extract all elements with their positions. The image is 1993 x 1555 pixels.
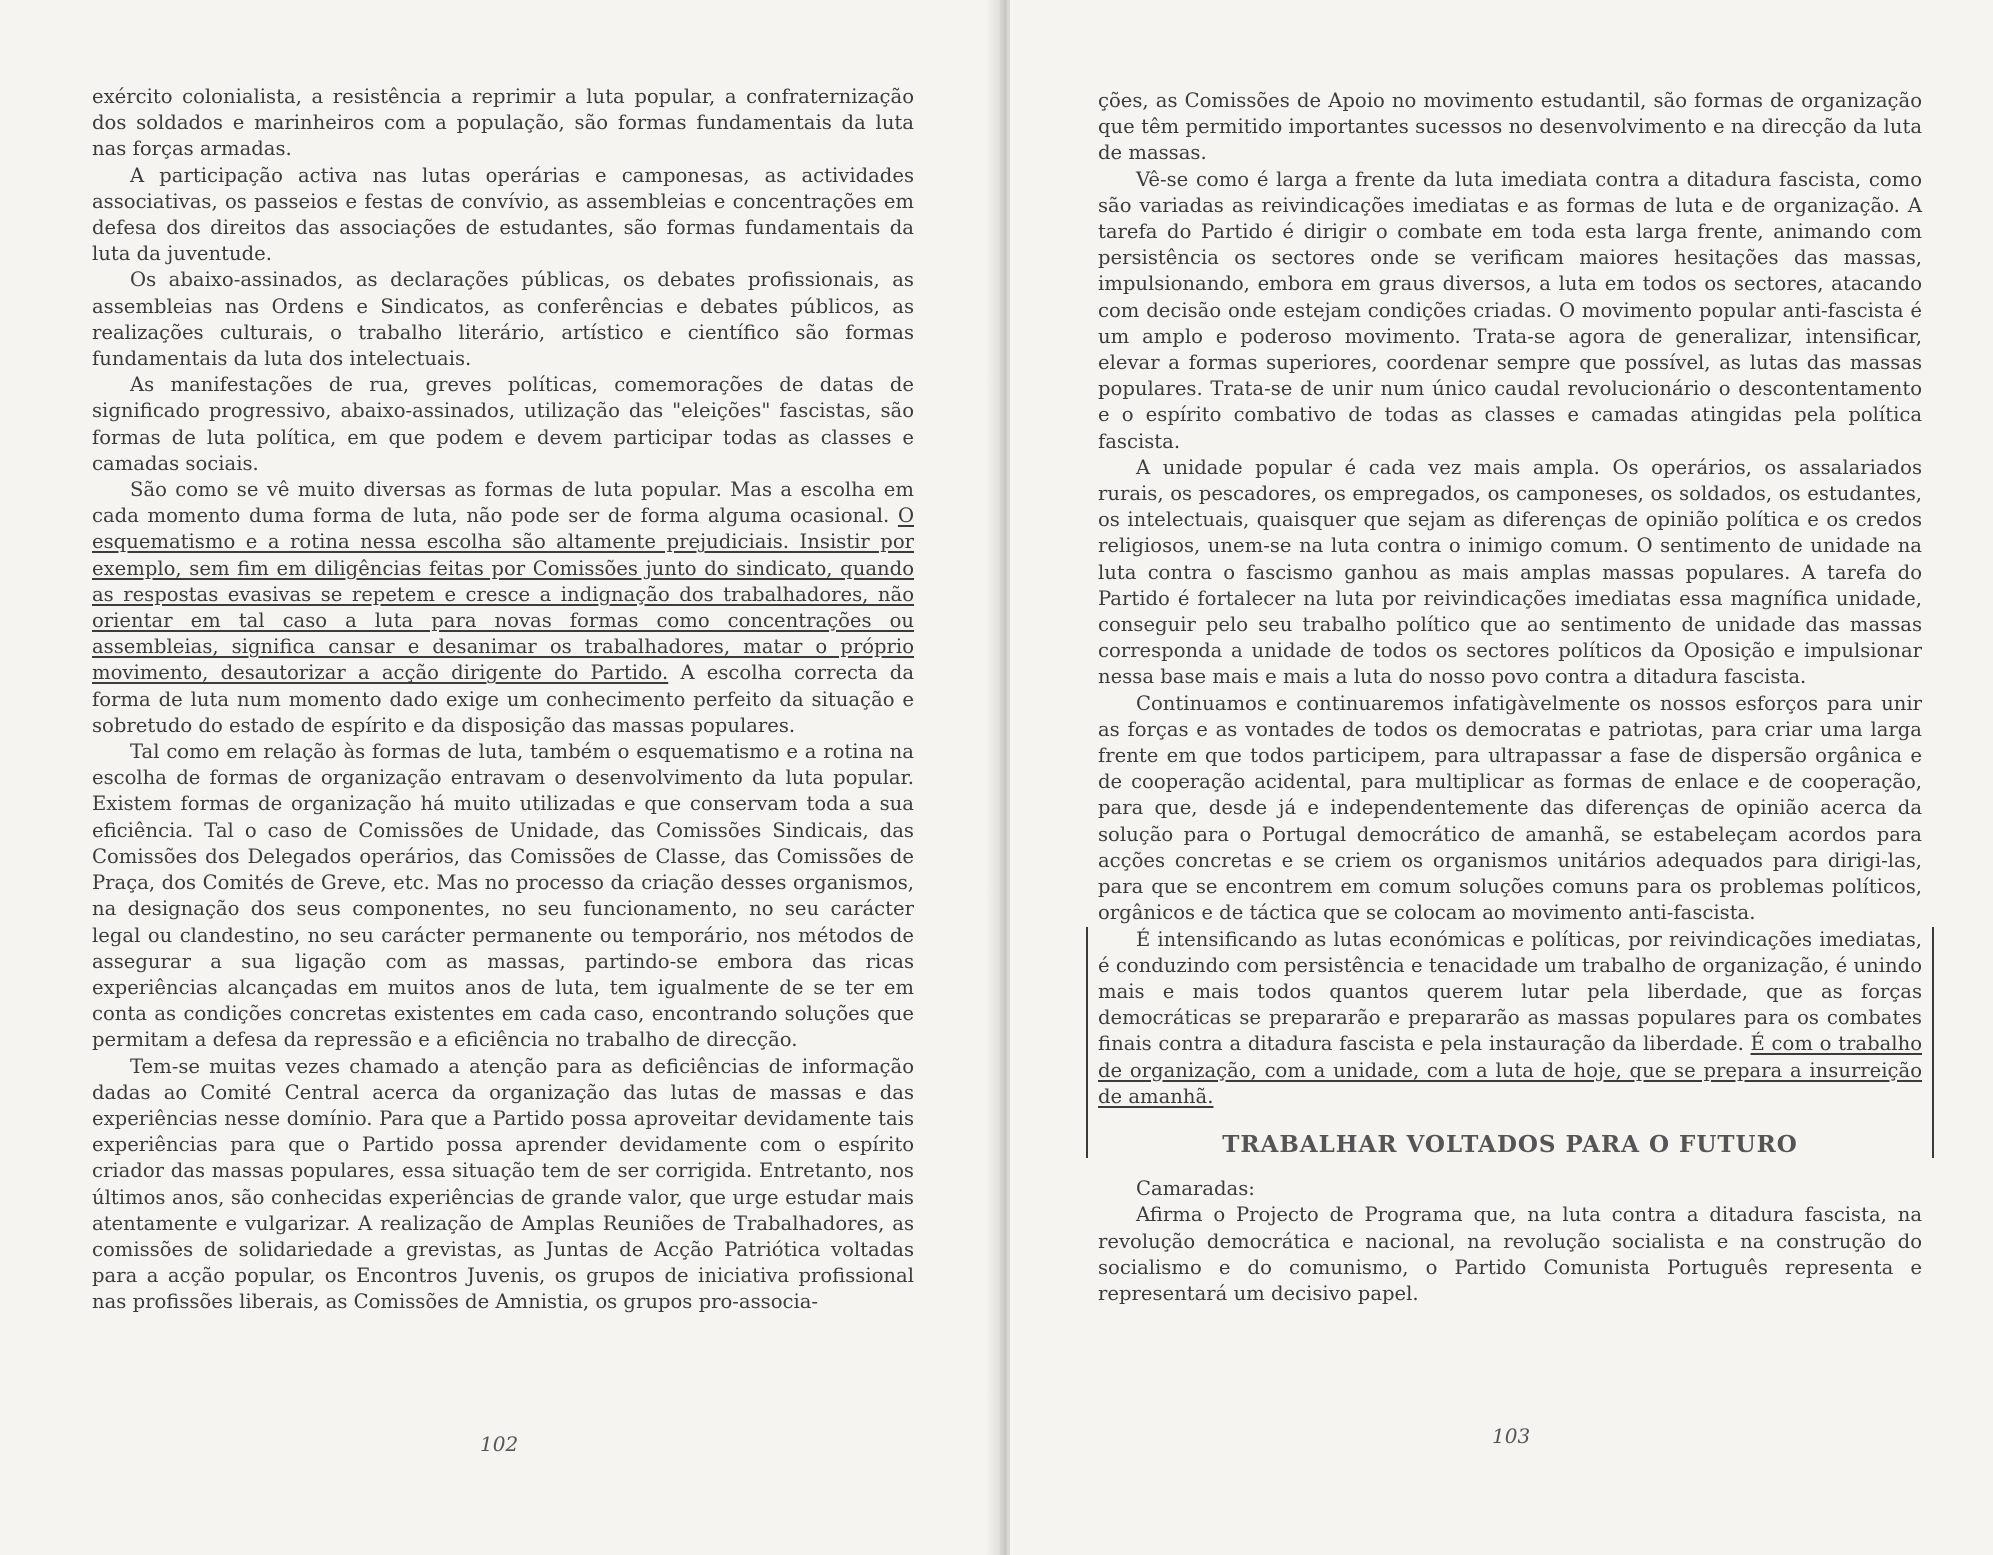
paragraph: Continuamos e continuaremos infatigàvelmente os nossos esforços para unir as forças e as vontades de todos os democratas e patriotas, para criar uma larga frente em que todos participem, para ultrapassar a fase de dispersão orgânica e de cooperação acidental, para multiplicar as formas de enlace e de cooperação, para que, desde já e independentemente das diferenças de opinião acerca da solução para o Portugal democrático de amanhã, se estabeleçam acordos para acções concretas e se criem os organismos unitários adequados para dirigi-las, para que se encontrem em comum soluções comuns para os problemas políticos, orgânicos e de táctica que se colocam ao movimento anti-fascista. (1098, 691, 1922, 925)
paragraph: A unidade popular é cada vez mais ampla. Os operários, os assalariados rurais, os pescadores, os empregados, os camponeses, os soldados, os estudantes, os intelectuais, quaisquer que sejam as diferenças de opinião política e os credos religiosos, unem-se na luta contra o inimigo comum. O sentimento de unidade na luta contra o fascismo ganhou as mais amplas massas populares. A tarefa do Partido é fortalecer na luta por reivindicações imediatas essa magnífica unidade, conseguir pelo seu trabalho político que ao sentimento de unidade das massas corresponda a unidade de todos os sectores políticos da Oposição e impulsionar nessa base mais e mais a luta do nosso povo contra a ditadura fascista. (1098, 455, 1922, 689)
paragraph: exército colonialista, a resistência a reprimir a luta popular, a confraternização dos soldados e marinheiros com a população, são formas fundamentais da luta nas forças armadas. (92, 85, 914, 161)
paragraph: As manifestações de rua, greves políticas, comemorações de datas de significado progressivo, abaixo-assinados, utilização das "eleições" fascistas, são formas de luta política, em que podem e devem participar todas as classes e camadas sociais. (92, 373, 914, 475)
right-page-text (1098, 88, 1922, 1307)
paragraph: Os abaixo-assinados, as declarações públicas, os debates profissionais, as assembleias nas Ordens e Sindicatos, as conferências e debates públicos, as realizações culturais, o trabalho literário, artístico e científico são formas fundamentais da luta dos intelectuais. (92, 268, 914, 371)
paragraph-text: É intensificando as lutas económicas e políticas, por reivindicações imediatas, é conduzindo com persistência e tenacidade um trabalho de organização, é unindo mais e mais todos quantos querem lutar pela liberdade, que as forças democráticas se prepararão e prepararão as massas populares para os combates finais contra a ditadura fascista e pela instauração da liberdade. (1098, 927, 1922, 1056)
boxed-paragraph (1098, 927, 1922, 1110)
boxed-section (1086, 927, 1934, 1159)
paragraph: Vê-se como é larga a frente da luta imediata contra a ditadura fascista, como são variadas as reivindicações imediatas e as formas de luta e de organização. A tarefa do Partido é dirigir o combate em toda esta larga frente, animando com persistência os sectores onde se verificam maiores hesitações das massas, impulsionando, embora em graus diversos, a luta em todos os sectores, atacando com decisão onde estejam condições criadas. O movimento popular anti-fascista é um amplo e poderoso movimento. Trata-se agora de generalizar, intensificar, elevar a formas superiores, coordenar sempre que possível, as lutas das massas populares. Trata-se de unir num único caudal revolucionário o descontentamento e o espírito combativo de todas as classes e camadas atingidas pela política fascista. (1098, 167, 1922, 453)
paragraph: ções, as Comissões de Apoio no movimento estudantil, são formas de organização que têm permitido importantes sucessos no desenvolvimento e na direcção da luta de massas. (1098, 89, 1922, 165)
page-number: 102 (480, 1432, 519, 1456)
page-number: 103 (1492, 1424, 1531, 1448)
paragraph: Afirma o Projecto de Programa que, na luta contra a ditadura fascista, na revolução democrática e nacional, na revolução socialista e na construção do socialismo e do comunismo, o Partido Comunista Português representa e representará um decisivo papel. (1098, 1203, 1922, 1305)
section-title: TRABALHAR VOLTADOS PARA O FUTURO (1222, 1130, 1798, 1158)
left-page-text (92, 84, 914, 1316)
underlined-passage: É com o trabalho de organização, com a unidade, com a luta de hoje, que se prepara a insurreição de amanhã. (1098, 1032, 1922, 1108)
paragraph-underlined (92, 477, 914, 739)
salutation: Camaradas: (1136, 1177, 1255, 1201)
paragraph: Tem-se muitas vezes chamado a atenção para as deficiências de informação dadas ao Comité Central acerca da organização das lutas de massas e das experiências nesse domínio. Para que a Partido possa aproveitar devidamente tais experiências para que o Partido possa aprender devidamente com o espírito criador das massas populares, essa situação tem de ser corrigida. Entretanto, nos últimos anos, são conhecidas experiências de grande valor, que urge estudar mais atentamente e vulgarizar. A realização de Amplas Reuniões de Trabalhadores, as comissões de solidariedade a grevistas, as Juntas de Acção Patriótica voltadas para a acção popular, os Encontros Juvenis, os grupos de iniciativa profissional nas profissões liberais, as Comissões de Amnistia, os grupos pro-associa- (92, 1054, 914, 1314)
right-page (1010, 0, 1993, 1555)
underlined-passage: O esquematismo e a rotina nessa escolha são altamente prejudiciais. Insistir por exemplo, sem fim em diligências feitas por Comissões junto do sindicato, quando as respostas evasivas se repetem e cresce a indignação dos trabalhadores, não orientar em tal caso a luta para novas formas como concentrações ou assembleias, significa cansar e desanimar os trabalhadores, matar o próprio movimento, desautorizar a acção dirigente do Partido. (92, 504, 915, 685)
paragraph-text: São como se vê muito diversas as formas de luta popular. Mas a escolha em cada momento duma forma de luta, não pode ser de forma alguma ocasional. (92, 478, 914, 528)
paragraph: Tal como em relação às formas de luta, também o esquematismo e a rotina na escolha de formas de organização entravam o desenvolvimento da luta popular. Existem formas de organização há muito utilizadas e que conservam toda a sua eficiência. Tal o caso de Comissões de Unidade, das Comissões Sindicais, das Comissões dos Delegados operários, das Comissões de Classe, das Comissões de Praça, dos Comités de Greve, etc. Mas no processo da criação desses organismos, na designação dos seus componentes, no seu funcionamento, no seu carácter legal ou clandestino, no seu carácter permanente ou temporário, nos métodos de assegurar a sua ligação com as massas, partindo-se embora das ricas experiências alcançadas em muitos anos de luta, tem igualmente de se ter em conta as condições concretas existentes em cada caso, encontrando soluções que permitam a defesa da repressão e a eficiência no trabalho de direcção. (92, 740, 914, 1052)
paragraph: A participação activa nas lutas operárias e camponesas, as actividades associativas, os passeios e festas de convívio, as assembleias e concentrações em defesa dos direitos das associações de estudantes, são formas fundamentais da luta da juventude. (92, 163, 914, 266)
paragraph-text: A escolha correcta da forma de luta num momento dado exige um conhecimento perfeito da situação e sobretudo do estado de espírito e da disposição das massas populares. (92, 661, 914, 737)
